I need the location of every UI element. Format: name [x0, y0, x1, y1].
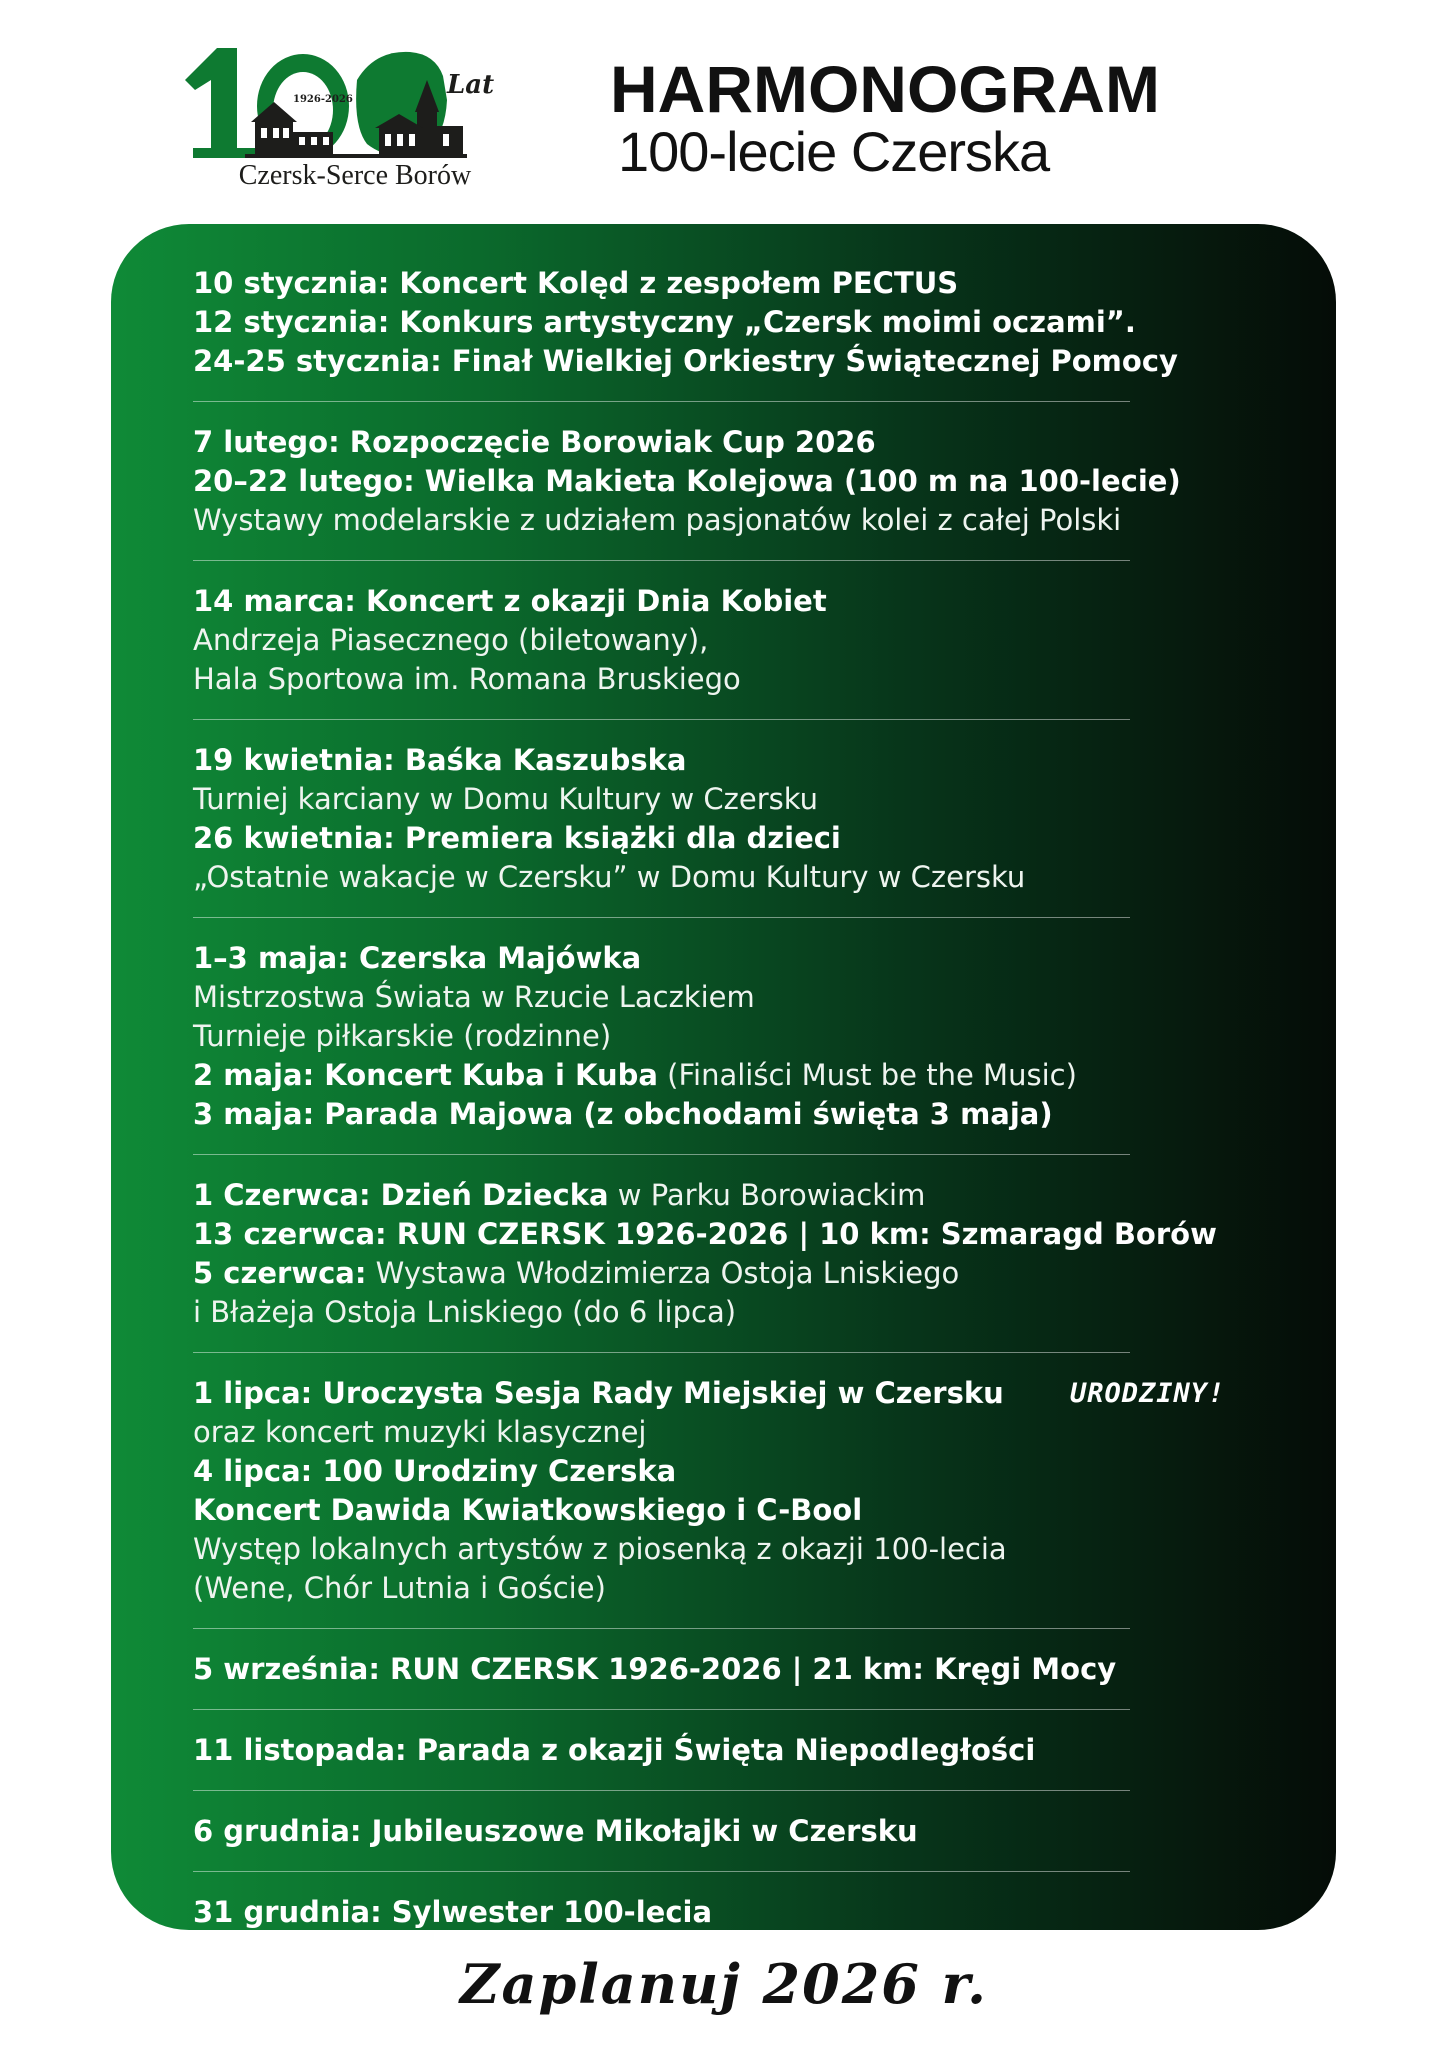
event-title: 20–22 lutego: Wielka Makieta Kolejowa (100 m na 100-lecie) [193, 464, 1181, 498]
schedule-line [193, 741, 1233, 780]
schedule-line [193, 582, 1233, 621]
schedule-line [193, 423, 1233, 462]
event-detail: Turniej karciany w Domu Kultury w Czersku [193, 782, 819, 816]
schedule-line [193, 1095, 1233, 1134]
schedule-line [193, 1569, 1233, 1608]
event-detail: Turnieje piłkarskie (rodzinne) [193, 1019, 612, 1053]
section-divider [193, 1709, 1130, 1710]
event-title: 5 czerwca: [193, 1256, 367, 1290]
schedule-line [193, 462, 1233, 501]
event-title: 31 grudnia: Sylwester 100-lecia [193, 1895, 713, 1929]
schedule-line [193, 303, 1233, 342]
event-title: 3 maja: Parada Majowa (z obchodami święta 3 maja) [193, 1097, 1053, 1131]
event-title: 1 Czerwca: Dzień Dziecka [193, 1178, 609, 1212]
event-title: 19 kwietnia: Baśka Kaszubska [193, 743, 687, 777]
event-detail: Hala Sportowa im. Romana Bruskiego [193, 662, 741, 696]
schedule-line [193, 1215, 1233, 1254]
event-title: 13 czerwca: RUN CZERSK 1926-2026 | 10 km: Szmaragd Borów [193, 1217, 1217, 1251]
event-detail: Wystawy modelarskie z udziałem pasjonatów kolei z całej Polski [193, 503, 1122, 537]
event-detail: (Finaliści Must be the Music) [657, 1058, 1077, 1092]
schedule-section [193, 264, 1233, 381]
event-title: 1–3 maja: Czerska Majówka [193, 941, 642, 975]
section-divider [193, 1871, 1130, 1872]
section-divider [193, 917, 1130, 918]
schedule-line [193, 1491, 1233, 1530]
schedule-line [193, 1293, 1233, 1332]
schedule-list [193, 264, 1336, 1932]
event-title: 14 marca: Koncert z okazji Dnia Kobiet [193, 584, 827, 618]
event-title: 1 lipca: Uroczysta Sesja Rady Miejskiej w Czersku [193, 1376, 1004, 1410]
event-title: Koncert Dawida Kwiatkowskiego i C-Bool [193, 1493, 863, 1527]
schedule-section [193, 1650, 1233, 1689]
event-title: 4 lipca: 100 Urodziny Czerska [193, 1454, 677, 1488]
schedule-line [193, 819, 1233, 858]
event-detail: Mistrzostwa Świata w Rzucie Laczkiem [193, 980, 755, 1014]
event-title: 5 września: RUN CZERSK 1926-2026 | 21 km: Kręgi Mocy [193, 1652, 1117, 1686]
schedule-line [193, 780, 1233, 819]
schedule-line [193, 978, 1233, 1017]
event-title: 7 lutego: Rozpoczęcie Borowiak Cup 2026 [193, 425, 876, 459]
section-divider [193, 1790, 1130, 1791]
schedule-section [193, 423, 1233, 540]
event-detail: (Wene, Chór Lutnia i Goście) [193, 1571, 606, 1605]
schedule-line [193, 264, 1233, 303]
schedule-line [193, 660, 1233, 699]
schedule-section [193, 1812, 1233, 1851]
section-divider [193, 719, 1130, 720]
schedule-line [193, 1452, 1233, 1491]
event-title: 2 maja: Koncert Kuba i Kuba [193, 1058, 658, 1092]
schedule-line [193, 1731, 1233, 1770]
birthday-stamp: URODZINY! [1070, 1378, 1226, 1409]
event-detail: w Parku Borowiackim [608, 1178, 926, 1212]
event-title: 6 grudnia: Jubileuszowe Mikołajki w Czersku [193, 1814, 918, 1848]
schedule-line [193, 1893, 1233, 1932]
schedule-section [193, 1176, 1233, 1332]
schedule-line [193, 1017, 1233, 1056]
section-divider [193, 1628, 1130, 1629]
event-detail: Wystawa Włodzimierza Ostoja Lniskiego [366, 1256, 960, 1290]
logo-caption: Czersk-Serce Borów [238, 160, 472, 191]
event-detail: oraz koncert muzyki klasycznej [193, 1415, 647, 1449]
schedule-line [193, 1176, 1233, 1215]
schedule-line [193, 342, 1233, 381]
logo-lat-text: Lat [447, 70, 495, 100]
page-title: HARMONOGRAM [610, 52, 1160, 126]
schedule-line [193, 1413, 1233, 1452]
event-title: 11 listopada: Parada z okazji Święta Niepodległości [193, 1733, 1036, 1767]
schedule-line [193, 1812, 1233, 1851]
event-detail: Andrzeja Piasecznego (biletowany), [193, 623, 709, 657]
schedule-line [193, 858, 1233, 897]
event-title: 24-25 stycznia: Finał Wielkiej Orkiestry Świątecznej Pomocy [193, 344, 1178, 378]
schedule-line [193, 1650, 1233, 1689]
event-detail: „Ostatnie wakacje w Czersku” w Domu Kultury w Czersku [193, 860, 1026, 894]
schedule-section [193, 741, 1233, 897]
schedule-line [193, 1254, 1233, 1293]
schedule-section [193, 1893, 1233, 1932]
event-detail: Występ lokalnych artystów z piosenką z okazji 100-lecia [193, 1532, 1007, 1566]
schedule-section [193, 939, 1233, 1134]
event-title: 26 kwietnia: Premiera książki dla dzieci [193, 821, 841, 855]
schedule-line [193, 1056, 1233, 1095]
event-detail: i Błażeja Ostoja Lniskiego (do 6 lipca) [193, 1295, 737, 1329]
event-title: 12 stycznia: Konkurs artystyczny „Czersk moimi oczami”. [193, 305, 1136, 339]
event-title: 10 stycznia: Koncert Kolęd z zespołem PECTUS [193, 266, 959, 300]
section-divider [193, 560, 1130, 561]
section-divider [193, 1154, 1130, 1155]
footer-slogan: Zaplanuj 2026 r. [460, 1952, 988, 2016]
schedule-panel [111, 224, 1336, 1930]
logo [185, 40, 525, 200]
schedule-section [193, 582, 1233, 699]
logo-years: 1926-2026 [293, 94, 353, 105]
schedule-line [193, 939, 1233, 978]
schedule-line [193, 501, 1233, 540]
page-subtitle: 100-lecie Czerska [618, 120, 1050, 183]
schedule-section [193, 1374, 1233, 1608]
schedule-line [193, 621, 1233, 660]
section-divider [193, 1352, 1130, 1353]
section-divider [193, 401, 1130, 402]
schedule-section [193, 1731, 1233, 1770]
logo-graphic [185, 40, 525, 165]
schedule-line [193, 1530, 1233, 1569]
